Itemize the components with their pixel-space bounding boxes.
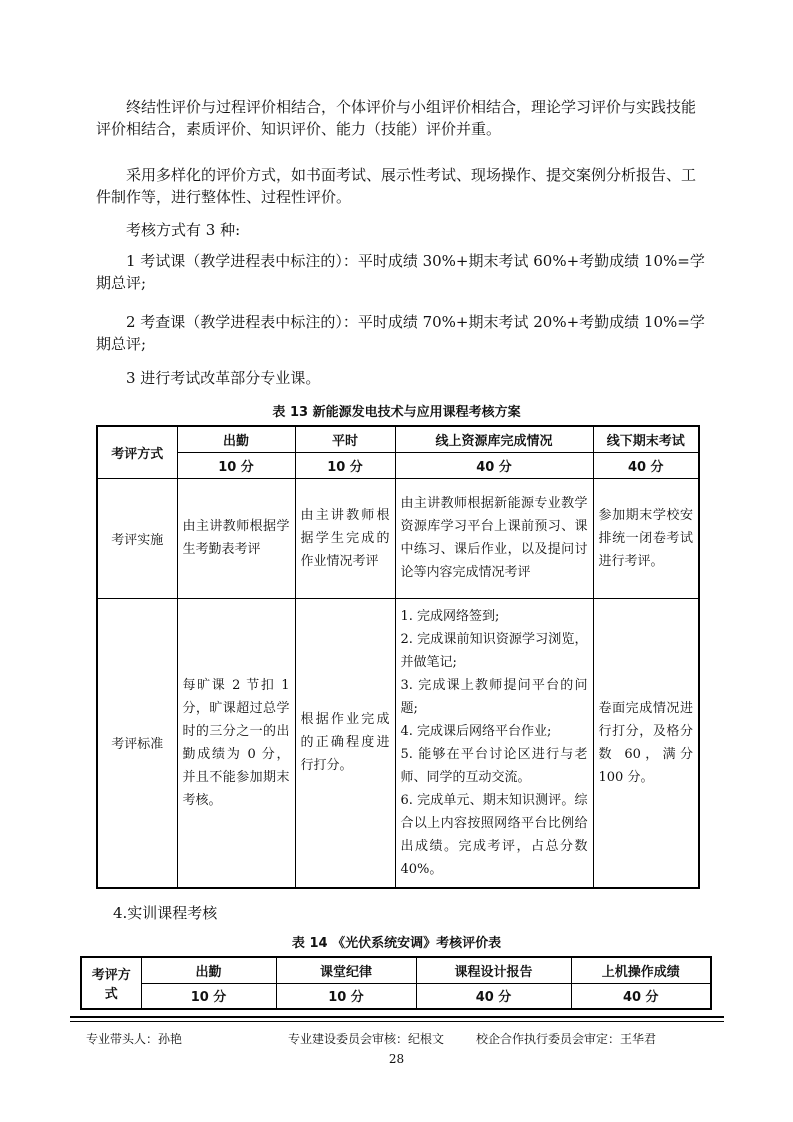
table13-score-attendance: 10 分: [177, 452, 295, 478]
footer-rule-thick: [70, 1016, 724, 1018]
paragraph-exam-course: 1 考试课（教学进程表中标注的）：平时成绩 30%+期末考试 60%+考勤成绩 10%=学期总评;: [96, 252, 705, 292]
paragraph-check-course: 2 考查课（教学进程表中标注的）：平时成绩 70%+期末考试 20%+考勤成绩 10%=学期总评;: [96, 313, 705, 353]
table14-score-operation: 40 分: [571, 983, 711, 1009]
table13-row-implementation-label: 考评实施: [97, 478, 177, 598]
table14-score-discipline: 10 分: [276, 983, 416, 1009]
table13-header-final: 线下期末考试: [593, 426, 699, 452]
footer-rule-thin: [70, 1021, 724, 1022]
list-item: 6. 完成单元、期末知识测评。综合以上内容按照网络平台比例给出成绩。完成考评，占总分数 40%。: [400, 792, 588, 877]
table14-header-attendance: 出勤: [141, 957, 276, 983]
table13-header-online: 线上资源库完成情况: [395, 426, 593, 452]
table13-score-usual: 10 分: [295, 452, 395, 478]
table14-score-report: 40 分: [416, 983, 571, 1009]
table14-evaluation: [80, 956, 712, 1010]
paragraph-exam-reform: 3 进行考试改革部分专业课。: [126, 369, 321, 387]
table13-implementation-online: 由主讲教师根据新能源专业教学资源库学习平台上课前预习、课中练习、课后作业，以及提问讨论等内容完成情况考评: [395, 478, 593, 598]
table14-header-operation: 上机操作成绩: [571, 957, 711, 983]
list-item: 1. 完成网络签到;: [400, 608, 500, 624]
table14-header-report: 课程设计报告: [416, 957, 571, 983]
list-item: 3. 完成课上教师提问平台的问题;: [400, 677, 588, 716]
list-item: 4. 完成课后网络平台作业;: [400, 723, 552, 739]
table14-caption: 表 14 《光伏系统安调》考核评价表: [291, 936, 502, 951]
table14-corner-label: 考评方式: [81, 957, 141, 1009]
page-number: 28: [388, 1052, 405, 1066]
section-heading-practical: 4.实训课程考核: [113, 904, 218, 922]
table13-implementation-attendance: 由主讲教师根据学生考勤表考评: [177, 478, 295, 598]
footer-committee: 专业建设委员会审核：纪根文: [288, 1032, 445, 1046]
table13-standard-online: [395, 598, 593, 888]
table14-header-discipline: 课堂纪律: [276, 957, 416, 983]
paragraph-evaluation-methods: 采用多样化的评价方式，如书面考试、展示性考试、现场操作、提交案例分析报告、工件制作等，进行整体性、过程性评价。: [96, 166, 697, 206]
table13-score-final: 40 分: [593, 452, 699, 478]
table13-standard-final: 卷面完成情况进行打分，及格分数 60，满分 100 分。: [593, 598, 699, 888]
table13-standard-attendance: 每旷课 2 节扣 1 分，旷课超过总学时的三分之一的出勤成绩为 0 分，并且不能参加期末考核。: [177, 598, 295, 888]
table13-standard-usual: 根据作业完成的正确程度进行打分。: [295, 598, 395, 888]
list-item: 2. 完成课前知识资源学习浏览，并做笔记;: [400, 631, 588, 670]
list-item: 5. 能够在平台讨论区进行与老师、同学的互动交流。: [400, 746, 588, 785]
table13-header-attendance: 出勤: [177, 426, 295, 452]
table13-implementation-final: 参加期末学校安排统一闭卷考试进行考评。: [593, 478, 699, 598]
table13-implementation-usual: 由主讲教师根据学生完成的作业情况考评: [295, 478, 395, 598]
table13-row-standard-label: 考评标准: [97, 598, 177, 888]
table13-caption: 表 13 新能源发电技术与应用课程考核方案: [272, 405, 521, 420]
footer-enterprise: 校企合作执行委员会审定：王华君: [476, 1032, 657, 1046]
table13-score-online: 40 分: [395, 452, 593, 478]
paragraph-evaluation-principles: 终结性评价与过程评价相结合，个体评价与小组评价相结合，理论学习评价与实践技能评价相结合，素质评价、知识评价、能力（技能）评价并重。: [96, 98, 697, 138]
table13-assessment-plan: [96, 425, 700, 889]
table13-corner-label: 考评方式: [97, 426, 177, 478]
table14-score-attendance: 10 分: [141, 983, 276, 1009]
footer-lead: 专业带头人：孙艳: [86, 1032, 183, 1046]
paragraph-assessment-count: 考核方式有 3 种:: [126, 221, 241, 239]
table13-header-usual: 平时: [295, 426, 395, 452]
